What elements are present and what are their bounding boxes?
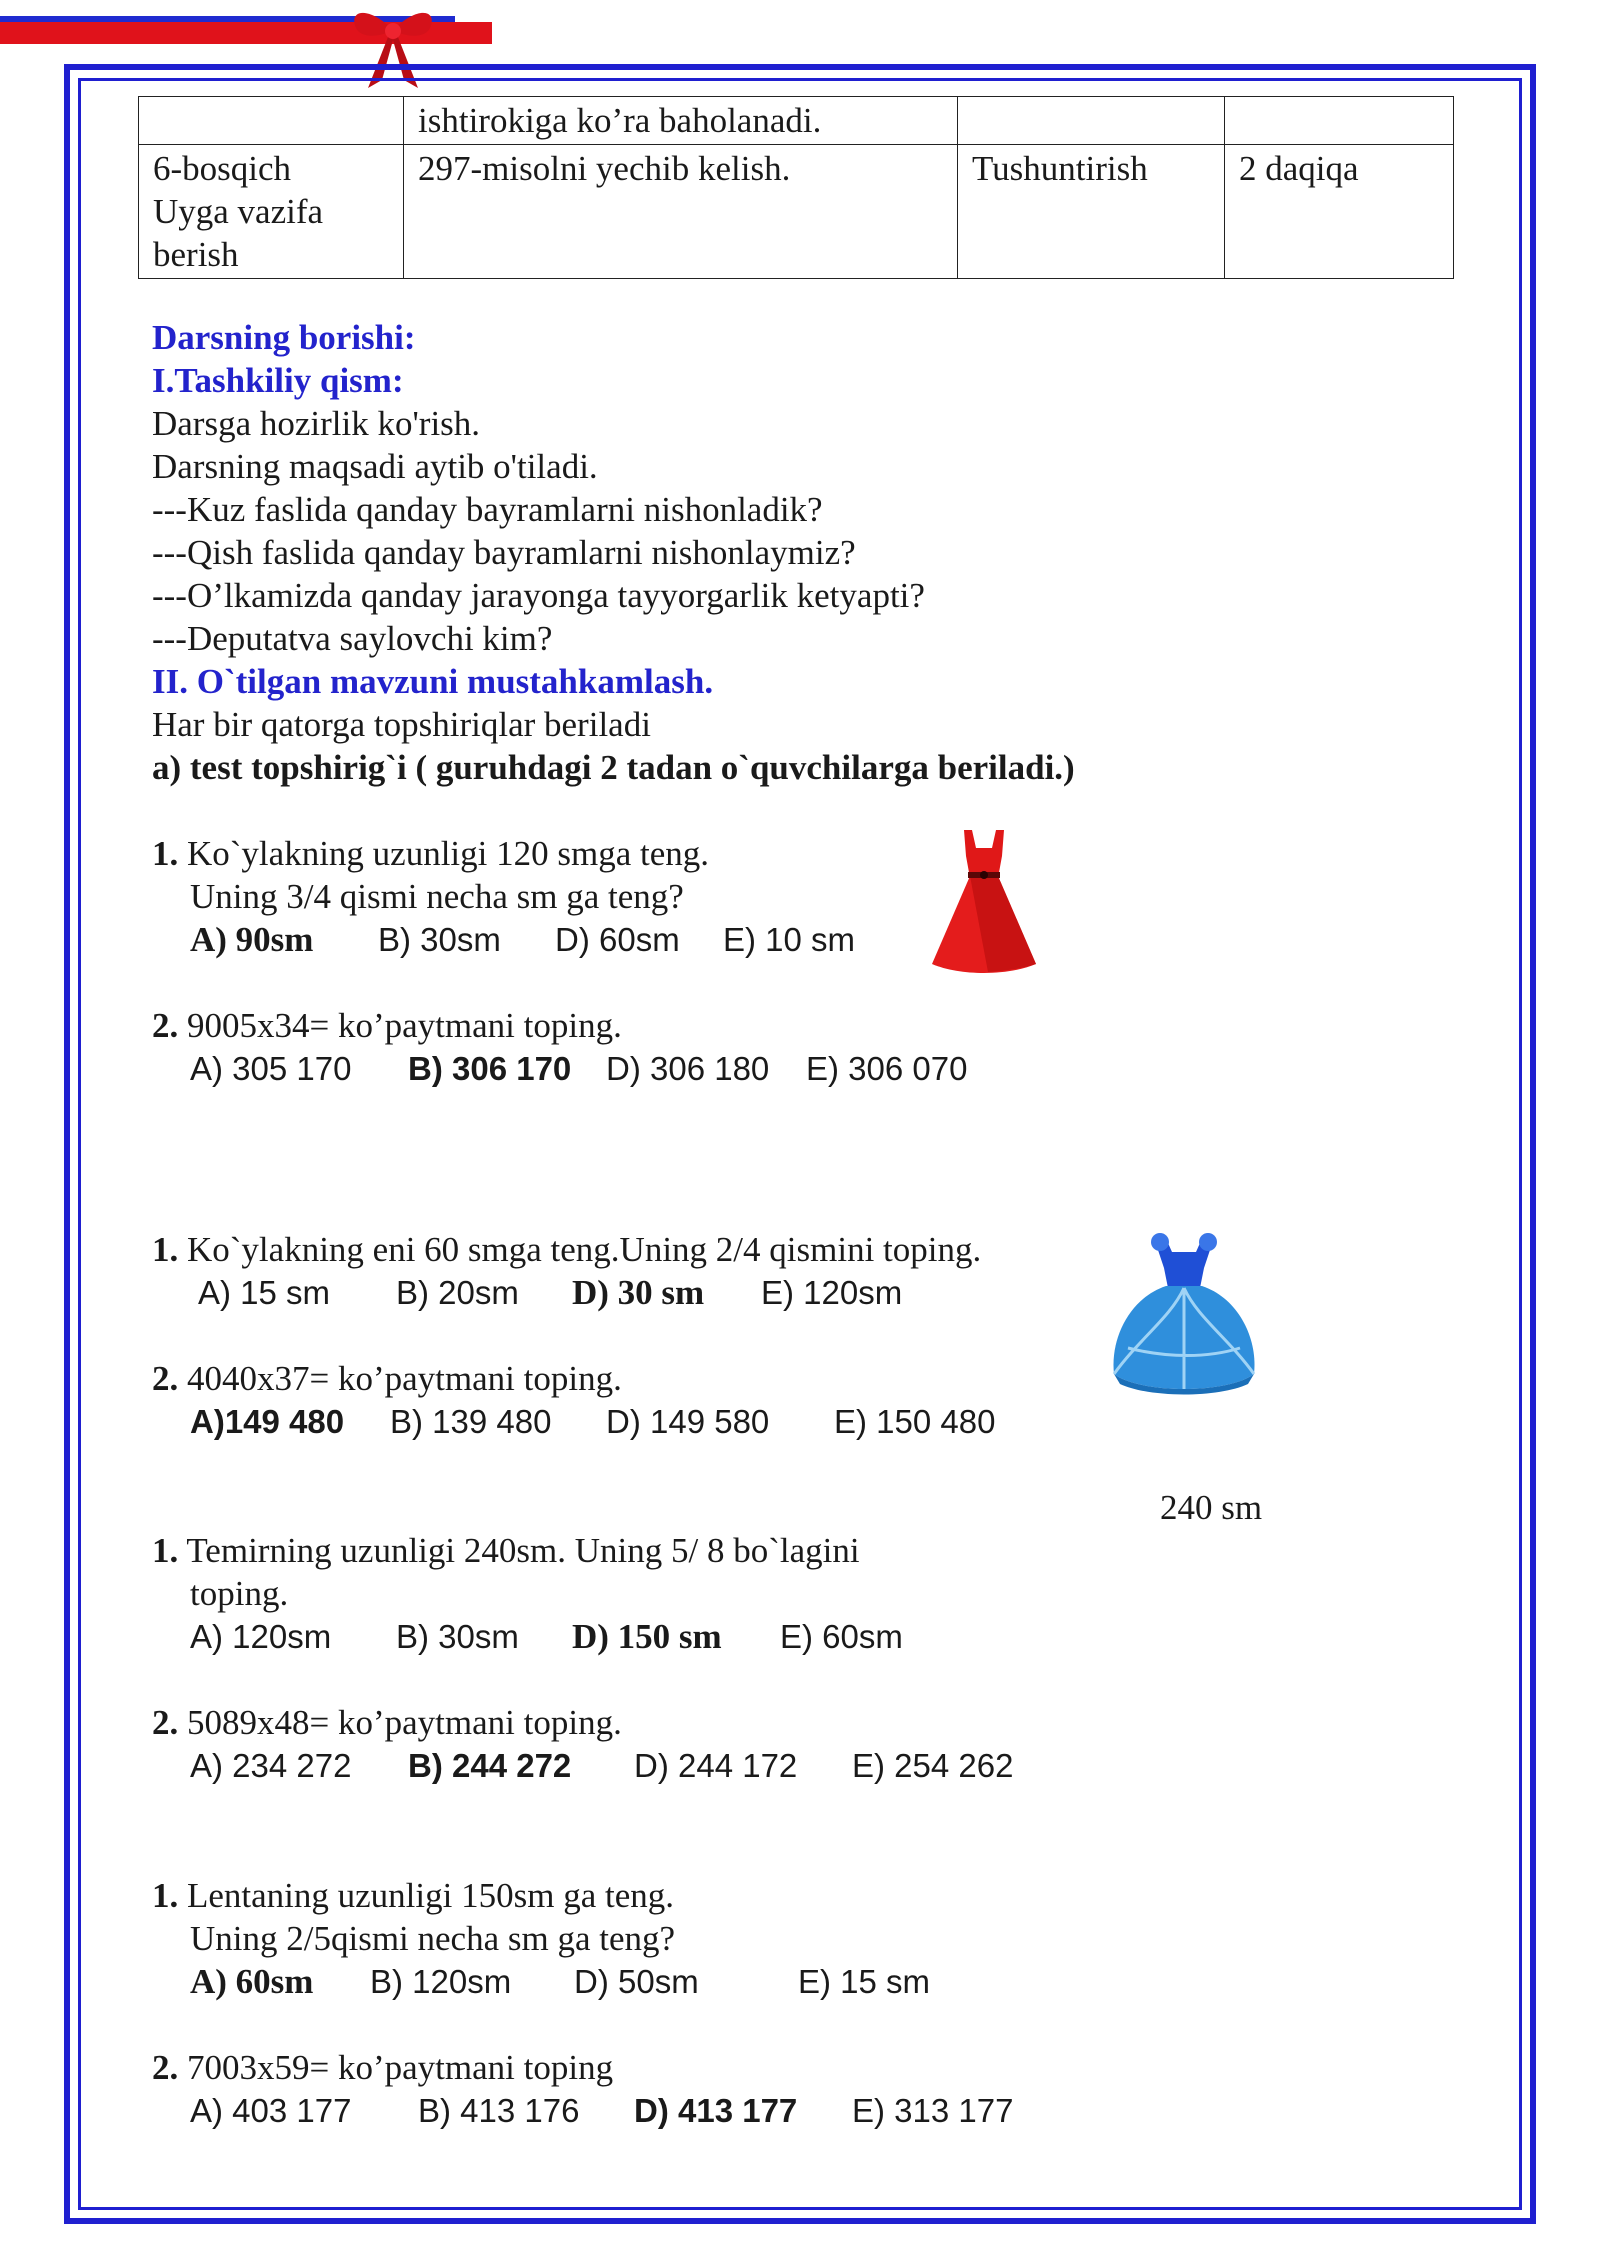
- table-row: [139, 145, 1454, 279]
- heading-part1: I.Tashkiliy qism:: [152, 361, 404, 400]
- question-line: Uning 3/4 qismi necha sm ga teng?: [190, 877, 684, 916]
- option-d: D) 50sm: [574, 1963, 699, 2000]
- red-dress-icon: [928, 826, 1040, 976]
- intro-line: ---Qish faslida qanday bayramlarni nishonlaymiz?: [152, 533, 856, 572]
- table-cell-time: 2 daqiqa: [1225, 145, 1454, 279]
- question-line: Uning 2/5qismi necha sm ga teng?: [190, 1919, 676, 1958]
- table-cell-stage: [139, 97, 404, 145]
- question-1: 1. Lentaning uzunligi 150sm ga teng.: [152, 1876, 674, 1915]
- option-b: B) 306 170: [408, 1050, 572, 1087]
- option-d: D) 60sm: [555, 921, 680, 958]
- intro-line: ---O’lkamizda qanday jarayonga tayyorgarlik ketyapti?: [152, 576, 925, 615]
- table-cell-stage: 6-bosqich Uyga vazifa berish: [139, 145, 404, 279]
- option-b: B) 30sm: [396, 1618, 519, 1655]
- question-1: 1. Temirning uzunligi 240sm. Uning 5/ 8 bo`lagini: [152, 1531, 860, 1570]
- option-a: A)149 480: [190, 1403, 345, 1440]
- table-row: [139, 97, 1454, 145]
- table-cell-task: ishtirokiga ko’ra baholanadi.: [404, 97, 958, 145]
- option-b: B) 244 272: [408, 1747, 572, 1784]
- intro-line: ---Deputatva saylovchi kim?: [152, 619, 553, 658]
- question-2: 2. 5089x48= ko’paytmani toping.: [152, 1703, 622, 1742]
- option-d: D) 30 sm: [572, 1273, 705, 1312]
- option-a: A) 60sm: [190, 1962, 314, 2001]
- option-d: D) 413 177: [634, 2092, 798, 2129]
- option-a: A) 305 170: [190, 1050, 352, 1087]
- option-b: B) 139 480: [390, 1403, 552, 1440]
- option-d: D) 150 sm: [572, 1617, 722, 1656]
- intro-line: Darsga hozirlik ko'rish.: [152, 404, 481, 443]
- side-label: 240 sm: [1160, 1488, 1263, 1527]
- option-e: E) 60sm: [780, 1618, 903, 1655]
- option-a: A) 234 272: [190, 1747, 352, 1784]
- option-e: E) 10 sm: [723, 921, 856, 958]
- question-1: 1. Ko`ylakning eni 60 smga teng.Uning 2/4 qismini toping.: [152, 1230, 982, 1269]
- table-cell-method: Tushuntirish: [958, 145, 1225, 279]
- heading-course: Darsning borishi:: [152, 318, 416, 357]
- option-d: D) 244 172: [634, 1747, 798, 1784]
- question-2: 2. 4040x37= ko’paytmani toping.: [152, 1359, 622, 1398]
- lesson-plan-table: [138, 96, 1454, 279]
- heading-part2: II. O`tilgan mavzuni mustahkamlash.: [152, 662, 714, 701]
- option-e: E) 306 070: [806, 1050, 968, 1087]
- option-d: D) 149 580: [606, 1403, 770, 1440]
- question-2: 2. 7003x59= ko’paytmani toping: [152, 2048, 614, 2087]
- intro-line: Darsning maqsadi aytib o'tiladi.: [152, 447, 598, 486]
- option-e: E) 150 480: [834, 1403, 996, 1440]
- question-line: toping.: [190, 1574, 289, 1613]
- option-e: E) 254 262: [852, 1747, 1014, 1784]
- option-b: B) 30sm: [378, 921, 501, 958]
- table-cell-method: [958, 97, 1225, 145]
- option-a: A) 15 sm: [198, 1274, 331, 1311]
- option-b: B) 120sm: [370, 1963, 512, 2000]
- option-d: D) 306 180: [606, 1050, 770, 1087]
- question-1: 1. Ko`ylakning uzunligi 120 smga teng.: [152, 834, 710, 873]
- table-cell-task: 297-misolni yechib kelish.: [404, 145, 958, 279]
- option-b: B) 20sm: [396, 1274, 519, 1311]
- part2-text: Har bir qatorga topshiriqlar beriladi: [152, 705, 651, 744]
- option-a: A) 90sm: [190, 920, 314, 959]
- option-a: A) 120sm: [190, 1618, 332, 1655]
- option-e: E) 15 sm: [798, 1963, 931, 2000]
- intro-line: ---Kuz faslida qanday bayramlarni nishonladik?: [152, 490, 823, 529]
- option-b: B) 413 176: [418, 2092, 580, 2129]
- option-e: E) 120sm: [761, 1274, 903, 1311]
- question-2: 2. 9005x34= ko’paytmani toping.: [152, 1006, 622, 1045]
- test-label: a) test topshirig`i ( guruhdagi 2 tadan o`quvchilarga beriladi.): [152, 748, 1075, 787]
- option-a: A) 403 177: [190, 2092, 352, 2129]
- option-e: E) 313 177: [852, 2092, 1014, 2129]
- table-cell-time: [1225, 97, 1454, 145]
- blue-dress-icon: [1108, 1228, 1260, 1398]
